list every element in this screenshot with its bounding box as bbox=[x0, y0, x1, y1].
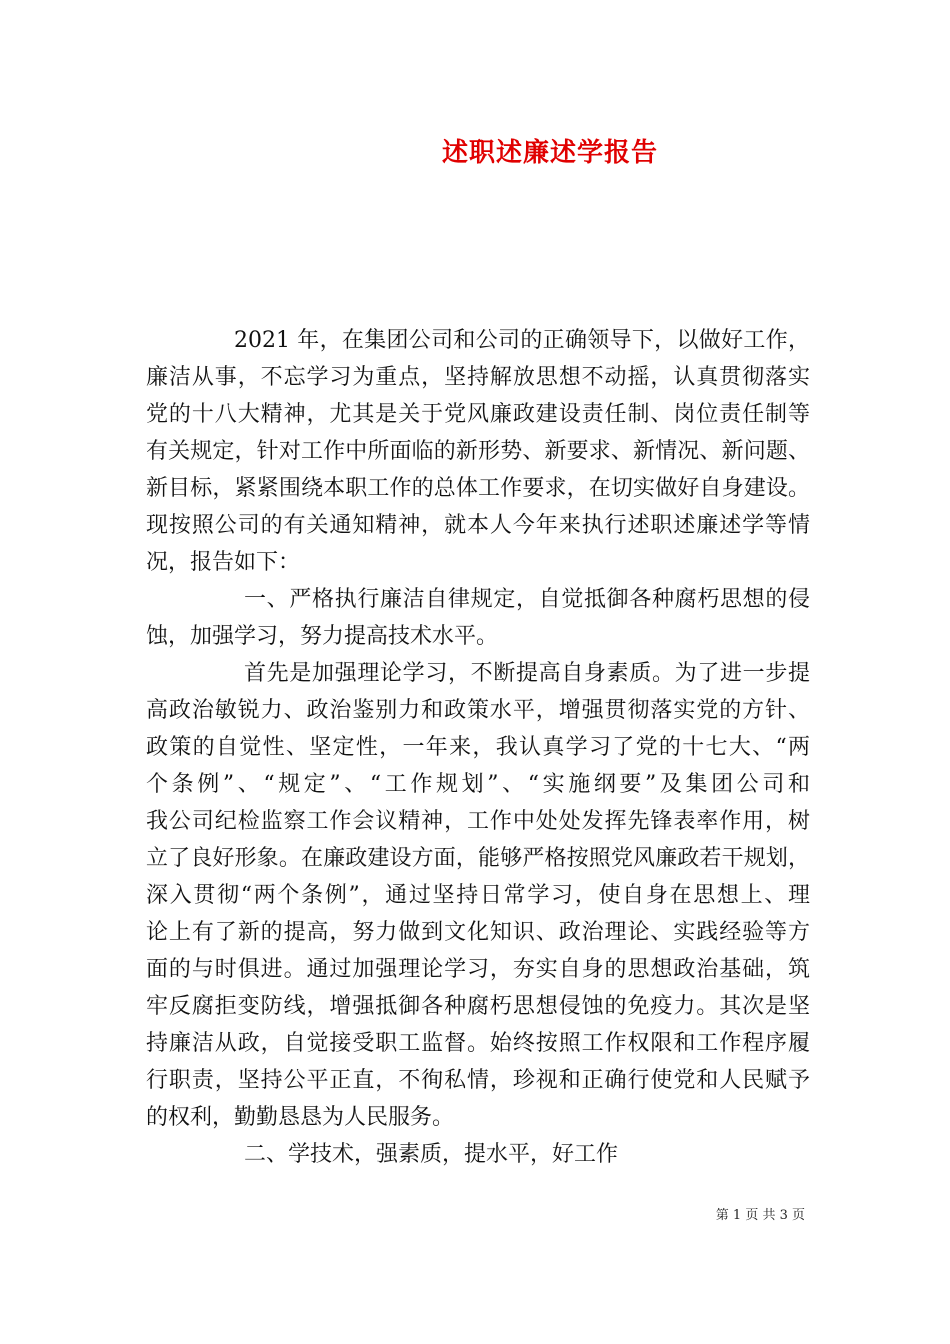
document-body bbox=[146, 322, 810, 1173]
body-text-line: 二、学技术，强素质，提水平，好工作 bbox=[244, 1142, 619, 1167]
body-text-line: 政策的自觉性、坚定性，一年来，我认真学习了党的十七大、“两 bbox=[146, 735, 810, 760]
body-text-line: 有关规定，针对工作中所面临的新形势、新要求、新情况、新问题、 bbox=[146, 439, 810, 464]
body-text-line: 个条例”、“规定”、“工作规划”、“实施纲要”及集团公司和 bbox=[146, 772, 810, 797]
body-text-line: 高政治敏锐力、政治鉴别力和政策水平，增强贯彻落实党的方针、 bbox=[146, 698, 810, 723]
body-text-line: 一、严格执行廉洁自律规定，自觉抵御各种腐朽思想的侵 bbox=[244, 587, 810, 612]
body-text-line: 首先是加强理论学习，不断提高自身素质。为了进一步提 bbox=[244, 661, 810, 686]
body-text-line: 2021 年，在集团公司和公司的正确领导下，以做好工作， bbox=[234, 328, 810, 353]
body-text-line: 立了良好形象。在廉政建设方面，能够严格按照党风廉政若干规划， bbox=[146, 846, 810, 871]
page-footer: 第 1 页 共 3 页 bbox=[715, 1208, 805, 1223]
body-text-line: 论上有了新的提高，努力做到文化知识、政治理论、实践经验等方 bbox=[146, 920, 810, 945]
body-text-line: 的权利，勤勤恳恳为人民服务。 bbox=[146, 1105, 455, 1130]
body-text-line: 党的十八大精神，尤其是关于党风廉政建设责任制、岗位责任制等 bbox=[146, 402, 810, 427]
body-text-line: 牢反腐拒变防线，增强抵御各种腐朽思想侵蚀的免疫力。其次是坚 bbox=[146, 994, 810, 1019]
body-text-line: 蚀，加强学习，努力提高技术水平。 bbox=[146, 624, 499, 649]
body-text-line: 新目标，紧紧围绕本职工作的总体工作要求，在切实做好自身建设。 bbox=[146, 476, 810, 501]
body-text-line: 况，报告如下： bbox=[146, 550, 301, 575]
document-title: 述职述廉述学报告 bbox=[441, 138, 658, 168]
body-text-line: 行职责，坚持公平正直，不徇私情，珍视和正确行使党和人民赋予 bbox=[146, 1068, 810, 1093]
body-text-line: 廉洁从事，不忘学习为重点，坚持解放思想不动摇，认真贯彻落实 bbox=[146, 365, 810, 390]
body-text-line: 深入贯彻“两个条例”，通过坚持日常学习，使自身在思想上、理 bbox=[146, 883, 810, 908]
body-text-line: 我公司纪检监察工作会议精神，工作中处处发挥先锋表率作用，树 bbox=[146, 809, 810, 834]
body-text-line: 面的与时俱进。通过加强理论学习，夯实自身的思想政治基础，筑 bbox=[146, 957, 810, 982]
body-text-line: 现按照公司的有关通知精神，就本人今年来执行述职述廉述学等情 bbox=[146, 513, 810, 538]
body-text-line: 持廉洁从政，自觉接受职工监督。始终按照工作权限和工作程序履 bbox=[146, 1031, 810, 1056]
